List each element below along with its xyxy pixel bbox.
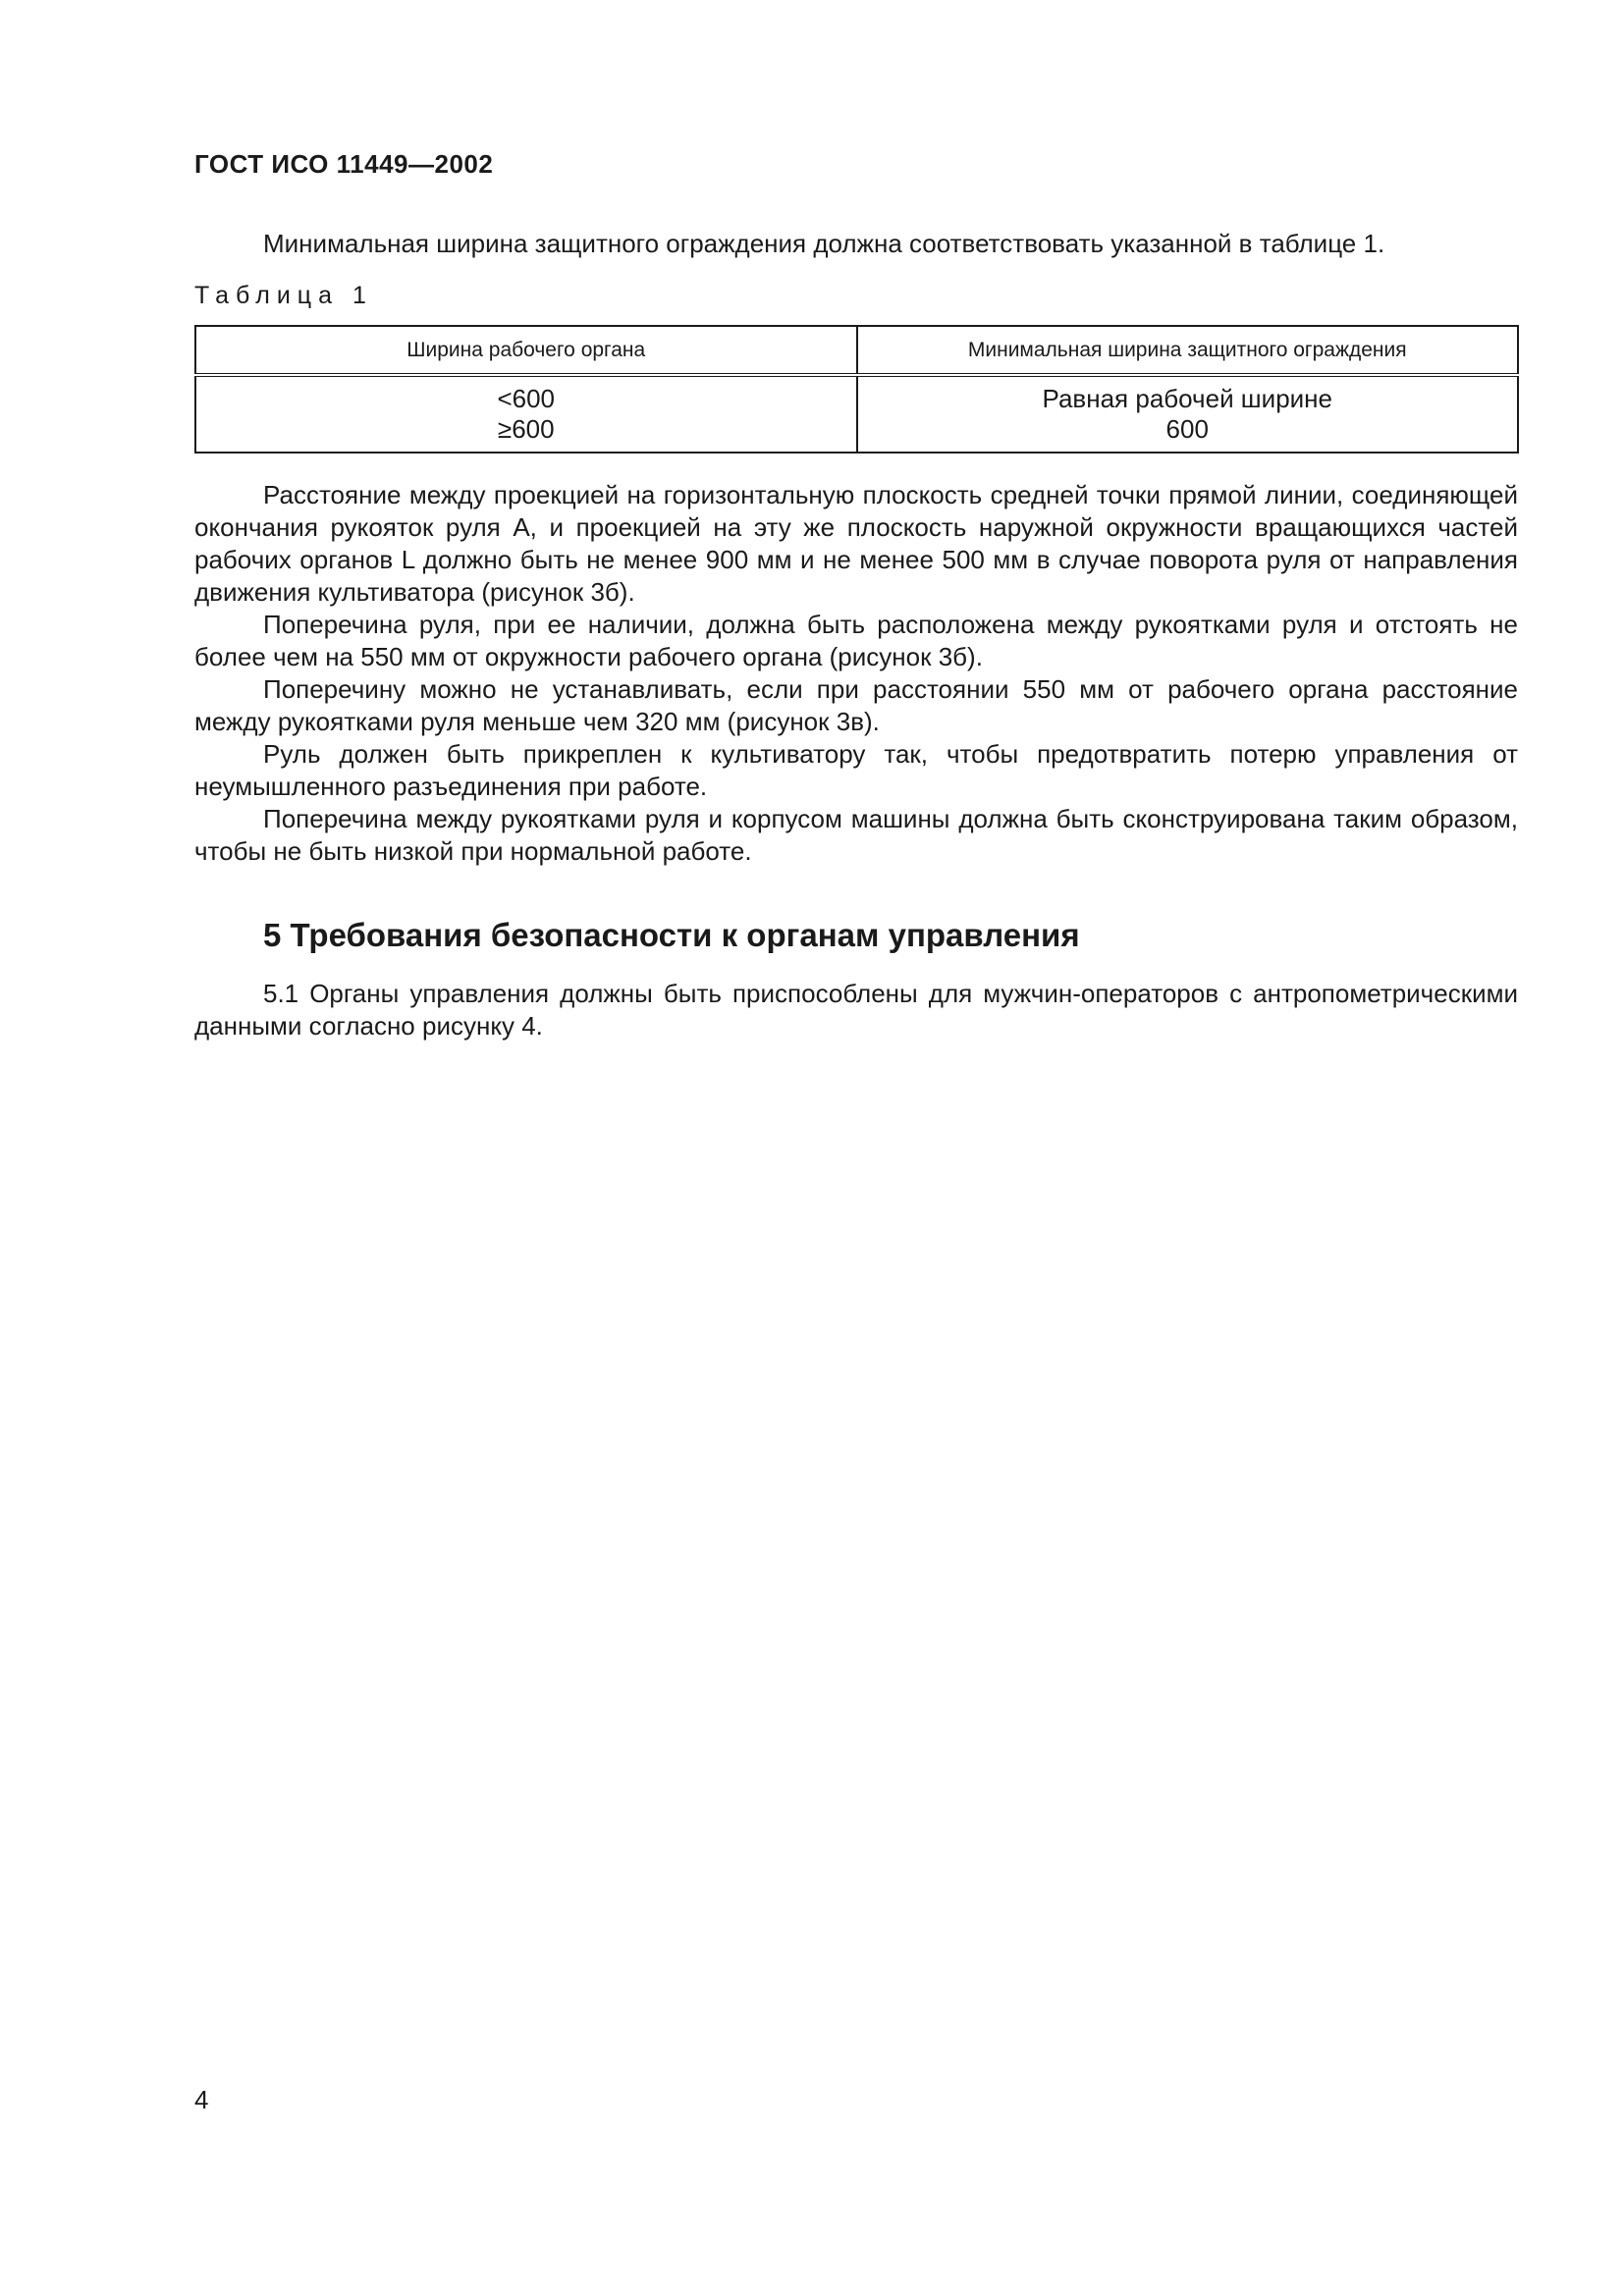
table-row xyxy=(195,375,1518,453)
paragraph: Расстояние между проекцией на горизонтальную плоскость средней точки прямой линии, соединяющей окончания рукояток руля A, и проекцией на эту же плоскость наружной окружности вращающихся частей рабочих органов L должно быть не менее 900 мм и не менее 500 мм в случае поворота руля от направления движения культиватора (рисунок 3б). xyxy=(194,480,1518,607)
paragraph: Поперечину можно не устанавливать, если при расстоянии 550 мм от рабочего органа расстояние между рукоятками руля меньше чем 320 мм (рисунок 3в). xyxy=(194,674,1518,736)
section-text xyxy=(194,978,1518,1042)
cell-value: <600 xyxy=(497,384,556,413)
body-text xyxy=(194,479,1518,868)
cell-value: Равная рабочей ширине xyxy=(1042,384,1332,413)
cell-value: 600 xyxy=(1165,414,1209,444)
table-caption: Таблица 1 xyxy=(194,282,373,309)
page-number: 4 xyxy=(194,2085,209,2114)
paragraph: Поперечина руля, при ее наличии, должна быть расположена между рукоятками руля и отстоять не более чем на 550 мм от окружности рабочего органа (рисунок 3б). xyxy=(194,610,1518,671)
paragraph: Руль должен быть прикреплен к культиватору так, чтобы предотвратить потерю управления от неумышленного разъединения при работе. xyxy=(194,739,1518,801)
document-header: ГОСТ ИСО 11449—2002 xyxy=(194,149,494,179)
intro-paragraph: Минимальная ширина защитного ограждения должна соответствовать указанной в таблице 1. xyxy=(263,229,1385,258)
cell-value: ≥600 xyxy=(497,414,555,444)
table-header-row xyxy=(195,326,1518,375)
paragraph: Поперечина между рукоятками руля и корпусом машины должна быть сконструирована таким образом, чтобы не быть низкой при нормальной работе. xyxy=(194,804,1518,866)
column-header-work-width: Ширина рабочего органа xyxy=(195,326,857,375)
section-heading: 5 Требования безопасности к органам управления xyxy=(263,917,1080,953)
table-cell-work-width xyxy=(195,375,857,453)
paragraph: 5.1 Органы управления должны быть приспособлены для мужчин-операторов с антропометрическими данными согласно рисунку 4. xyxy=(194,979,1518,1041)
column-header-guard-width: Минимальная ширина защитного ограждения xyxy=(857,326,1519,375)
table-cell-guard-width xyxy=(857,375,1519,453)
width-table xyxy=(194,325,1519,454)
